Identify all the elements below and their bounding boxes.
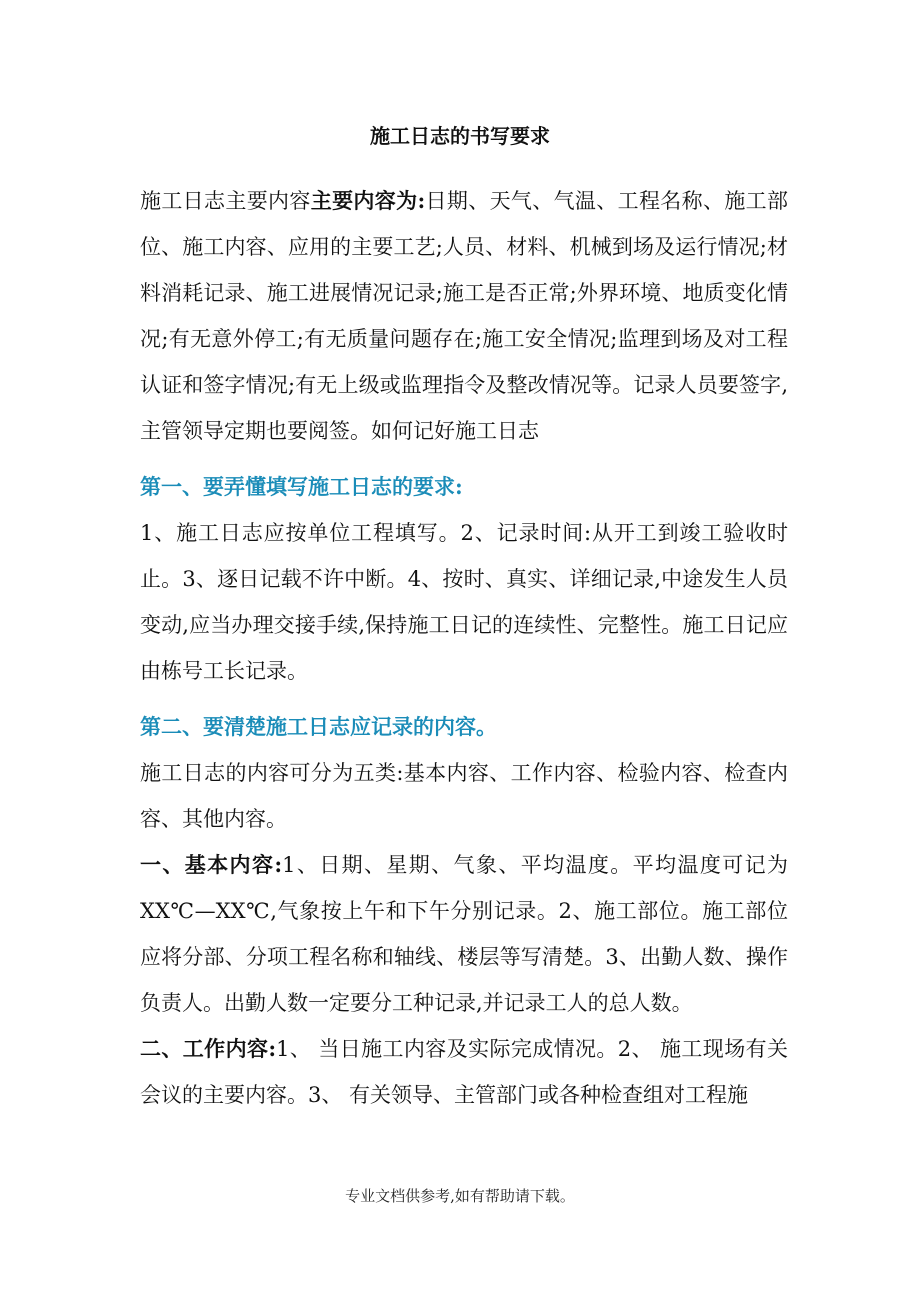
document-body [140, 178, 788, 1118]
work-content-label: 二、工作内容: [140, 1036, 277, 1061]
intro-lead: 施工日志主要内容 [140, 189, 311, 213]
intro-bold-label: 主要内容为: [310, 188, 426, 213]
intro-paragraph [140, 178, 788, 454]
work-content-paragraph [140, 1026, 788, 1118]
spacer [140, 454, 788, 464]
work-content-text: 1、 当日施工内容及实际完成情况。2、 施工现场有关会议的主要内容。3、 有关领导、主管部门或各种检查组对工程施 [140, 1037, 788, 1107]
page-footer: 专业文档供参考,如有帮助请下载。 [345, 1187, 575, 1205]
section-1-paragraph: 1、施工日志应按单位工程填写。2、记录时间:从开工到竣工验收时止。3、逐日记载不许中断。4、按时、真实、详细记录,中途发生人员变动,应当办理交接手续,保持施工日记的连续性、完整性。施工日记应由栋号工长记录。 [140, 521, 788, 683]
basic-content-text: 1、日期、星期、气象、平均温度。平均温度可记为XX℃—XX℃,气象按上午和下午分别记录。2、施工部位。施工部位应将分部、分项工程名称和轴线、楼层等写清楚。3、出勤人数、操作负责人。出勤人数一定要分工种记录,并记录工人的总人数。 [140, 853, 788, 1015]
section-heading-1: 第一、要弄懂填写施工日志的要求: [140, 474, 463, 499]
intro-text: 日期、天气、气温、工程名称、施工部位、施工内容、应用的主要工艺;人员、材料、机械到场及运行情况;材料消耗记录、施工进展情况记录;施工是否正常;外界环境、地质变化情况;有无意外停工;有无质量问题存在;施工安全情况;监理到场及对工程认证和签字情况;有无上级或监理指令及整改情况等。记录人员要签字,主管领导定期也要阅签。如何记好施工日志 [140, 189, 789, 443]
spacer [140, 694, 788, 704]
document-title: 施工日志的书写要求 [370, 124, 550, 148]
section-heading-2: 第二、要清楚施工日志应记录的内容。 [140, 714, 497, 739]
section-2-paragraph: 施工日志的内容可分为五类:基本内容、工作内容、检验内容、检查内容、其他内容。 [140, 761, 788, 831]
basic-content-paragraph [140, 842, 788, 1026]
basic-content-label: 一、基本内容: [140, 852, 283, 877]
